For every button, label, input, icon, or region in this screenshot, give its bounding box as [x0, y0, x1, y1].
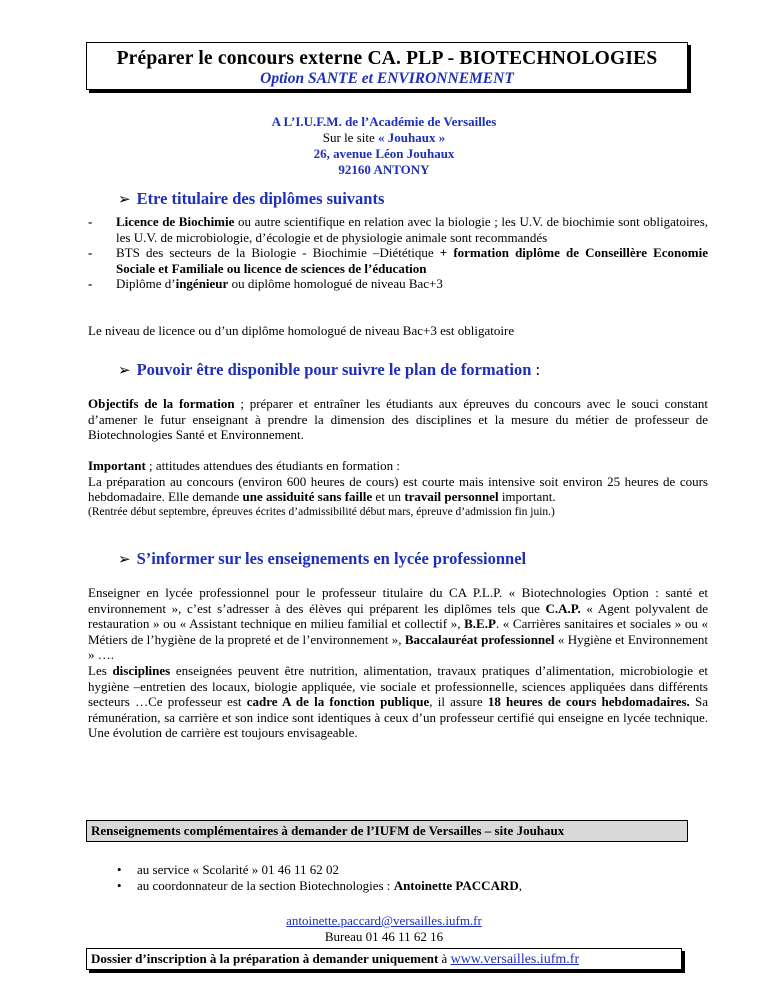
title-box [86, 42, 688, 90]
important-text: La préparation au concours (environ 600 heures de cours) est courte mais intensive soit environ 25 heures de cours hebdomadaire. Elle demande [88, 473, 708, 504]
address-city: 92160 ANTONY [338, 162, 430, 177]
coordinator-text: au coordonnateur de la section Biotechnologies : [137, 878, 394, 893]
paragraph-bold: Baccalauréat professionnel [404, 631, 555, 647]
diploma-list [88, 214, 708, 292]
disciplines-paragraph [88, 663, 708, 741]
bureau-phone: Bureau 01 46 11 62 16 [324, 929, 444, 944]
address-institution: A L’I.U.F.M. de l’Académie de Versailles [271, 114, 497, 129]
arrow-bullet-icon: ➢ [118, 552, 131, 568]
list-item [88, 214, 708, 245]
dash-marker: - [88, 214, 93, 229]
dash-marker: - [88, 245, 93, 260]
important-paragraph [88, 458, 708, 520]
bullet-icon: • [117, 862, 122, 877]
address-site-prefix: Sur le site [322, 130, 379, 145]
paragraph-text: « Hygiène et Environnement » …. [88, 631, 709, 662]
list-item-text: ou autre scientifique en relation avec la biologie ; les U.V. de biochimie sont obligatoires, les U.V. de microbiologie, d’écologie et de physiologie animale sont recommandés [116, 214, 709, 245]
important-bold: travail personnel [404, 489, 499, 504]
important-label: Important [88, 458, 146, 473]
footer-box [86, 948, 682, 970]
important-text: et un [372, 489, 405, 504]
section-heading-text: Etre titulaire des diplômes suivants [136, 189, 385, 208]
list-item-text: BTS des secteurs de la Biologie - Biochimie –Diététique [116, 245, 440, 260]
heading-colon: : [531, 360, 541, 379]
paragraph-bold: cadre A de la fonction publique [246, 694, 430, 709]
info-box-title: Renseignements complémentaires à demander de l’IUFM de Versailles – site Jouhaux [86, 820, 688, 842]
important-text: ; attitudes attendues des étudiants en formation : [145, 458, 400, 473]
page-title: Préparer le concours externe CA. PLP - BIOTECHNOLOGIES [116, 48, 658, 69]
email-link[interactable]: antoinette.paccard@versailles.iufm.fr [286, 913, 482, 928]
scolarite-contact: au service « Scolarité » 01 46 11 62 02 [137, 862, 340, 877]
paragraph-text: . « Carrières sanitaires et sociales » ou « Métiers de l’hygiène de la propreté et de l’environnement », [88, 616, 709, 647]
page-subtitle: Option SANTE et ENVIRONNEMENT [260, 70, 514, 87]
objectifs-label: Objectifs de la formation [88, 396, 235, 411]
list-item-bold: Licence de Biochimie [116, 214, 235, 229]
list-item-bold: ingénieur [175, 276, 229, 291]
objectifs-text: ; préparer et entraîner les étudiants aux épreuves du concours avec le souci constant d’amener le futur enseignant à prendre la dimension des disciplines et la mesure du métier de professeur de Biotechnologies Santé et Environnement. [88, 396, 708, 442]
arrow-bullet-icon: ➢ [118, 192, 131, 208]
coordinator-contact [0, 913, 768, 945]
section-heading-formation [118, 360, 540, 380]
paragraph-bold: disciplines [112, 663, 171, 678]
list-item-text: ou diplôme homologué de niveau Bac+3 [228, 276, 443, 291]
paragraph-text: , il assure [429, 694, 488, 709]
paragraph-text: Les [88, 663, 113, 678]
arrow-bullet-icon: ➢ [118, 363, 131, 379]
coordinator-name: Antoinette PACCARD [393, 878, 519, 893]
section-heading-text: S’informer sur les enseignements en lycée professionnel [136, 549, 527, 568]
paragraph-bold: C.A.P. [545, 600, 581, 616]
address-site-name: « Jouhaux » [378, 130, 446, 145]
address-block [0, 114, 768, 178]
list-item [88, 245, 708, 276]
list-item [117, 862, 717, 878]
section-heading-enseignements [118, 549, 526, 569]
bullet-icon: • [117, 878, 122, 893]
dash-marker: - [88, 276, 93, 291]
enseignement-paragraph [88, 585, 708, 663]
footer-bold-text: Dossier d’inscription à la préparation à demander uniquement [91, 951, 439, 966]
footer-text: à [438, 951, 451, 966]
paragraph-text: Enseigner en lycée professionnel pour le professeur titulaire du CA P.L.P. « Biotechnologies Option : santé et environnement », c’est s’adresser à des élèves qui préparent les diplômes tels que [88, 585, 708, 616]
contact-list [117, 862, 717, 894]
section-heading-diplomes [118, 189, 384, 209]
paragraph-text: enseignées peuvent être nutrition, alimentation, travaux pratiques d’alimentation, microbiologie et hygiène –entretien des locaux, biologie appliquée, vie sociale et professionnelle, sciences appliquées dans différents secteurs …Ce professeur est [88, 663, 708, 709]
paragraph-text: « Agent polyvalent de restauration » ou « Assistant technique en milieu familial et collectif », [88, 600, 708, 631]
list-item [88, 276, 708, 292]
website-link[interactable]: www.versailles.iufm.fr [450, 952, 580, 967]
paragraph-bold: B.E.P [464, 616, 496, 631]
paragraph-bold: 18 heures de cours hebdomadaires. [487, 694, 690, 709]
list-item-bold: + formation diplôme de Conseillère Economie Sociale et Familiale ou licence de sciences de l’éducation [116, 245, 708, 276]
list-item [117, 878, 717, 894]
paragraph-text: Sa rémunération, sa carrière et son indice sont identiques à ceux d’un professeur certifié qui enseigne en lycée technique. Une évolution de carrière est toujours envisageable. [88, 694, 709, 740]
coordinator-text: , [518, 878, 522, 893]
important-bold: une assiduité sans faille [242, 489, 373, 504]
section-heading-text: Pouvoir être disponible pour suivre le plan de formation [136, 360, 532, 379]
objectifs-paragraph [88, 396, 708, 443]
level-note: Le niveau de licence ou d’un diplôme homologué de niveau Bac+3 est obligatoire [88, 323, 515, 338]
list-item-text: Diplôme d’ [116, 276, 176, 291]
address-site [0, 130, 768, 146]
address-street: 26, avenue Léon Jouhaux [313, 146, 455, 161]
important-text: important. [498, 489, 556, 504]
calendar-note: (Rentrée début septembre, épreuves écrites d’admissibilité début mars, épreuve d’admission fin juin.) [88, 505, 555, 518]
